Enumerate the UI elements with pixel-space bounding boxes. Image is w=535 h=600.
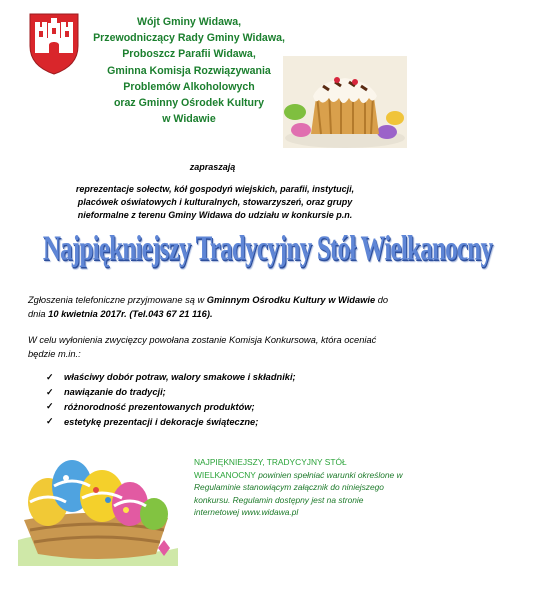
check-icon: ✓ xyxy=(46,416,54,427)
regulations-note xyxy=(194,456,404,519)
registration-paragraph xyxy=(28,294,400,321)
organizer-line: oraz Gminny Ośrodek Kultury xyxy=(113,97,265,110)
criteria-item xyxy=(46,370,296,385)
committee-paragraph: W celu wyłonienia zwycięzcy powołana zostanie Komisja Konkursowa, która oceniać będzie m.in.: xyxy=(28,335,377,359)
invite-text: zapraszają xyxy=(189,162,236,172)
criteria-item xyxy=(46,385,296,400)
easter-cake-image xyxy=(283,56,407,148)
organizer-line: Problemów Alkoholowych xyxy=(123,80,255,93)
organizers-header xyxy=(86,14,292,127)
organizer-line: Gminna Komisja Rozwiązywania xyxy=(107,64,271,77)
recipients-text xyxy=(56,183,374,223)
coat-of-arms-icon xyxy=(28,12,80,76)
criteria-list xyxy=(46,370,296,429)
criteria-text: różnorodność prezentowanych produktów; xyxy=(64,401,255,412)
organizer-line: w Widawie xyxy=(162,113,216,126)
recipients-line: placówek oświatowych i kulturalnych, stowarzyszeń, oraz grupy xyxy=(77,197,353,208)
registration-deadline: 10 kwietnia 2017r. (Tel.043 67 21 116). xyxy=(48,308,213,319)
registration-text: do dnia xyxy=(28,295,389,319)
criteria-text: nawiązanie do tradycji; xyxy=(64,387,166,398)
criteria-item xyxy=(46,414,296,429)
easter-eggs-image xyxy=(18,448,178,566)
contest-title-text: Najpiękniejszy Tradycyjny Stół Wielkanocny xyxy=(42,228,493,268)
registration-text: Zgłoszenia telefoniczne przyjmowane są w xyxy=(28,295,207,305)
contest-title xyxy=(0,228,493,268)
recipients-line: nieformalne z terenu Gminy Widawa do udziału w konkursie p.n. xyxy=(77,210,353,221)
regulations-note-lead: NAJPIĘKNIEJSZY, TRADYCYJNY STÓŁ WIELKANOCNY xyxy=(194,457,347,480)
regulations-note-text: powinien spełniać warunki określone w Regulaminie stanowiącym załącznik do niniejszego konkursu. Regulamin dostępny jest na stronie internetowej www.widawa.pl xyxy=(194,469,403,518)
organizer-line: Wójt Gminy Widawa, xyxy=(136,16,242,28)
criteria-text: właściwy dobór potraw, walory smakowe i składniki; xyxy=(64,372,296,383)
recipients-line: reprezentacje sołectw, kół gospodyń wiejskich, parafii, instytucji, xyxy=(75,184,355,194)
check-icon: ✓ xyxy=(46,386,54,397)
criteria-item xyxy=(46,400,296,415)
criteria-text: estetykę prezentacji i dekoracje świąteczne; xyxy=(64,416,259,427)
registration-place: Gminnym Ośrodku Kultury w Widawie xyxy=(206,295,376,305)
organizer-line: Proboszcz Parafii Widawa, xyxy=(122,48,256,61)
check-icon: ✓ xyxy=(46,401,54,412)
organizer-line: Przewodniczący Rady Gminy Widawa, xyxy=(93,32,285,45)
check-icon: ✓ xyxy=(46,371,54,382)
